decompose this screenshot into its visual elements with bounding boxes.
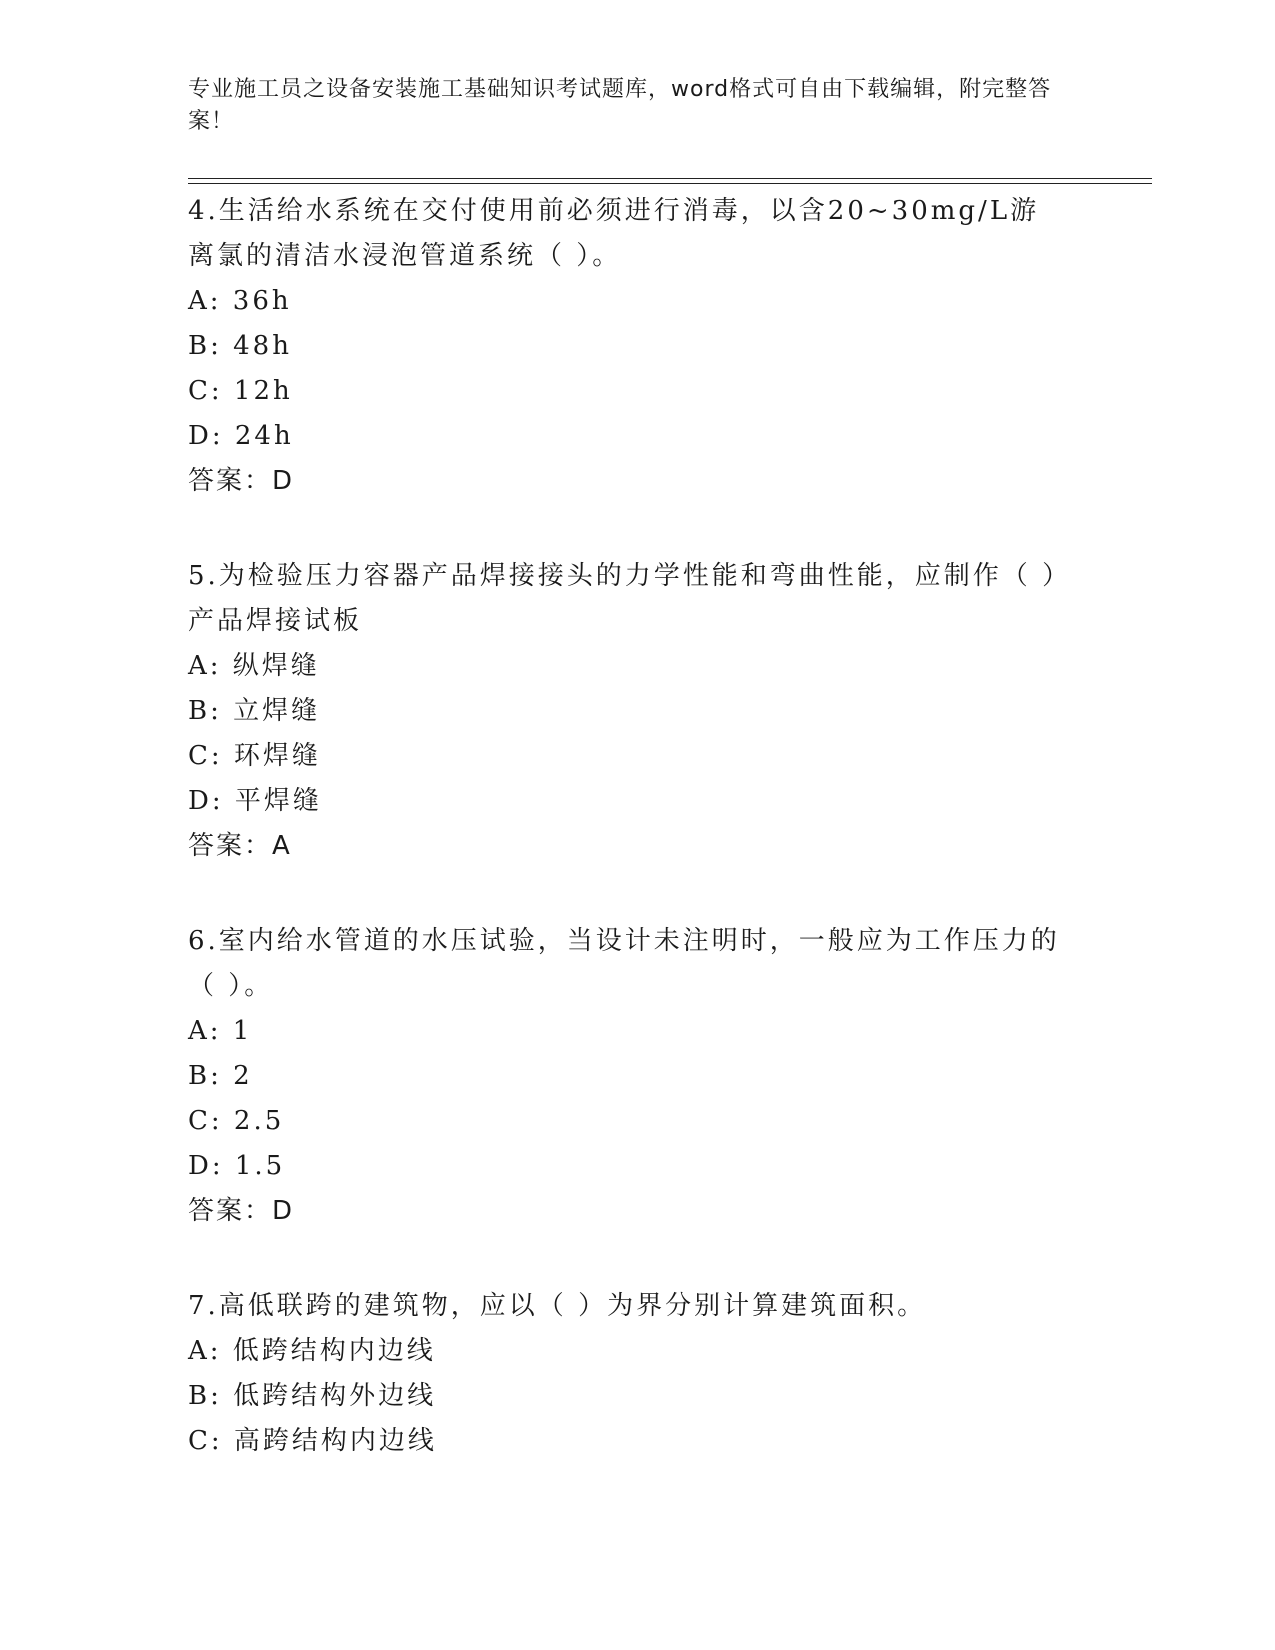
answer-line: 答案：D xyxy=(188,1196,295,1226)
question-4 xyxy=(188,189,1068,504)
answer-line: 答案：A xyxy=(188,831,292,861)
question-6 xyxy=(188,919,1068,1234)
question-stem: 5.为检验压力容器产品焊接接头的力学性能和弯曲性能，应制作（ ）产品焊接试板 xyxy=(188,561,1059,636)
option-a: A: 低跨结构内边线 xyxy=(188,1336,436,1366)
option-b: B: 48h xyxy=(188,331,292,361)
option-d: D: 平焊缝 xyxy=(188,786,322,816)
option-a: A: 36h xyxy=(188,286,292,316)
answer-line: 答案：D xyxy=(188,466,295,496)
question-stem: 4.生活给水系统在交付使用前必须进行消毒，以含20~30mg/L游离氯的清洁水浸泡管道系统（ ）。 xyxy=(188,196,1040,271)
question-7 xyxy=(188,1284,1068,1464)
header-title: 专业施工员之设备安装施工基础知识考试题库，word格式可自由下载编辑，附完整答案！ xyxy=(188,77,1052,134)
header-divider-bottom xyxy=(188,183,1152,184)
option-a: A: 纵焊缝 xyxy=(188,651,320,681)
option-b: B: 2 xyxy=(188,1061,253,1091)
option-c: C: 高跨结构内边线 xyxy=(188,1426,437,1456)
option-b: B: 立焊缝 xyxy=(188,696,321,726)
header-divider-top xyxy=(188,178,1152,179)
option-d: D: 24h xyxy=(188,421,294,451)
option-c: C: 环焊缝 xyxy=(188,741,321,771)
question-stem: 6.室内给水管道的水压试验，当设计未注明时，一般应为工作压力的（ ）。 xyxy=(188,926,1060,1001)
option-d: D: 1.5 xyxy=(188,1151,286,1181)
option-c: C: 12h xyxy=(188,376,293,406)
document-header xyxy=(188,74,1088,138)
option-a: A: 1 xyxy=(188,1016,253,1046)
option-b: B: 低跨结构外边线 xyxy=(188,1381,437,1411)
option-c: C: 2.5 xyxy=(188,1106,285,1136)
question-5 xyxy=(188,554,1068,869)
question-stem: 7.高低联跨的建筑物，应以（ ）为界分别计算建筑面积。 xyxy=(188,1291,927,1321)
